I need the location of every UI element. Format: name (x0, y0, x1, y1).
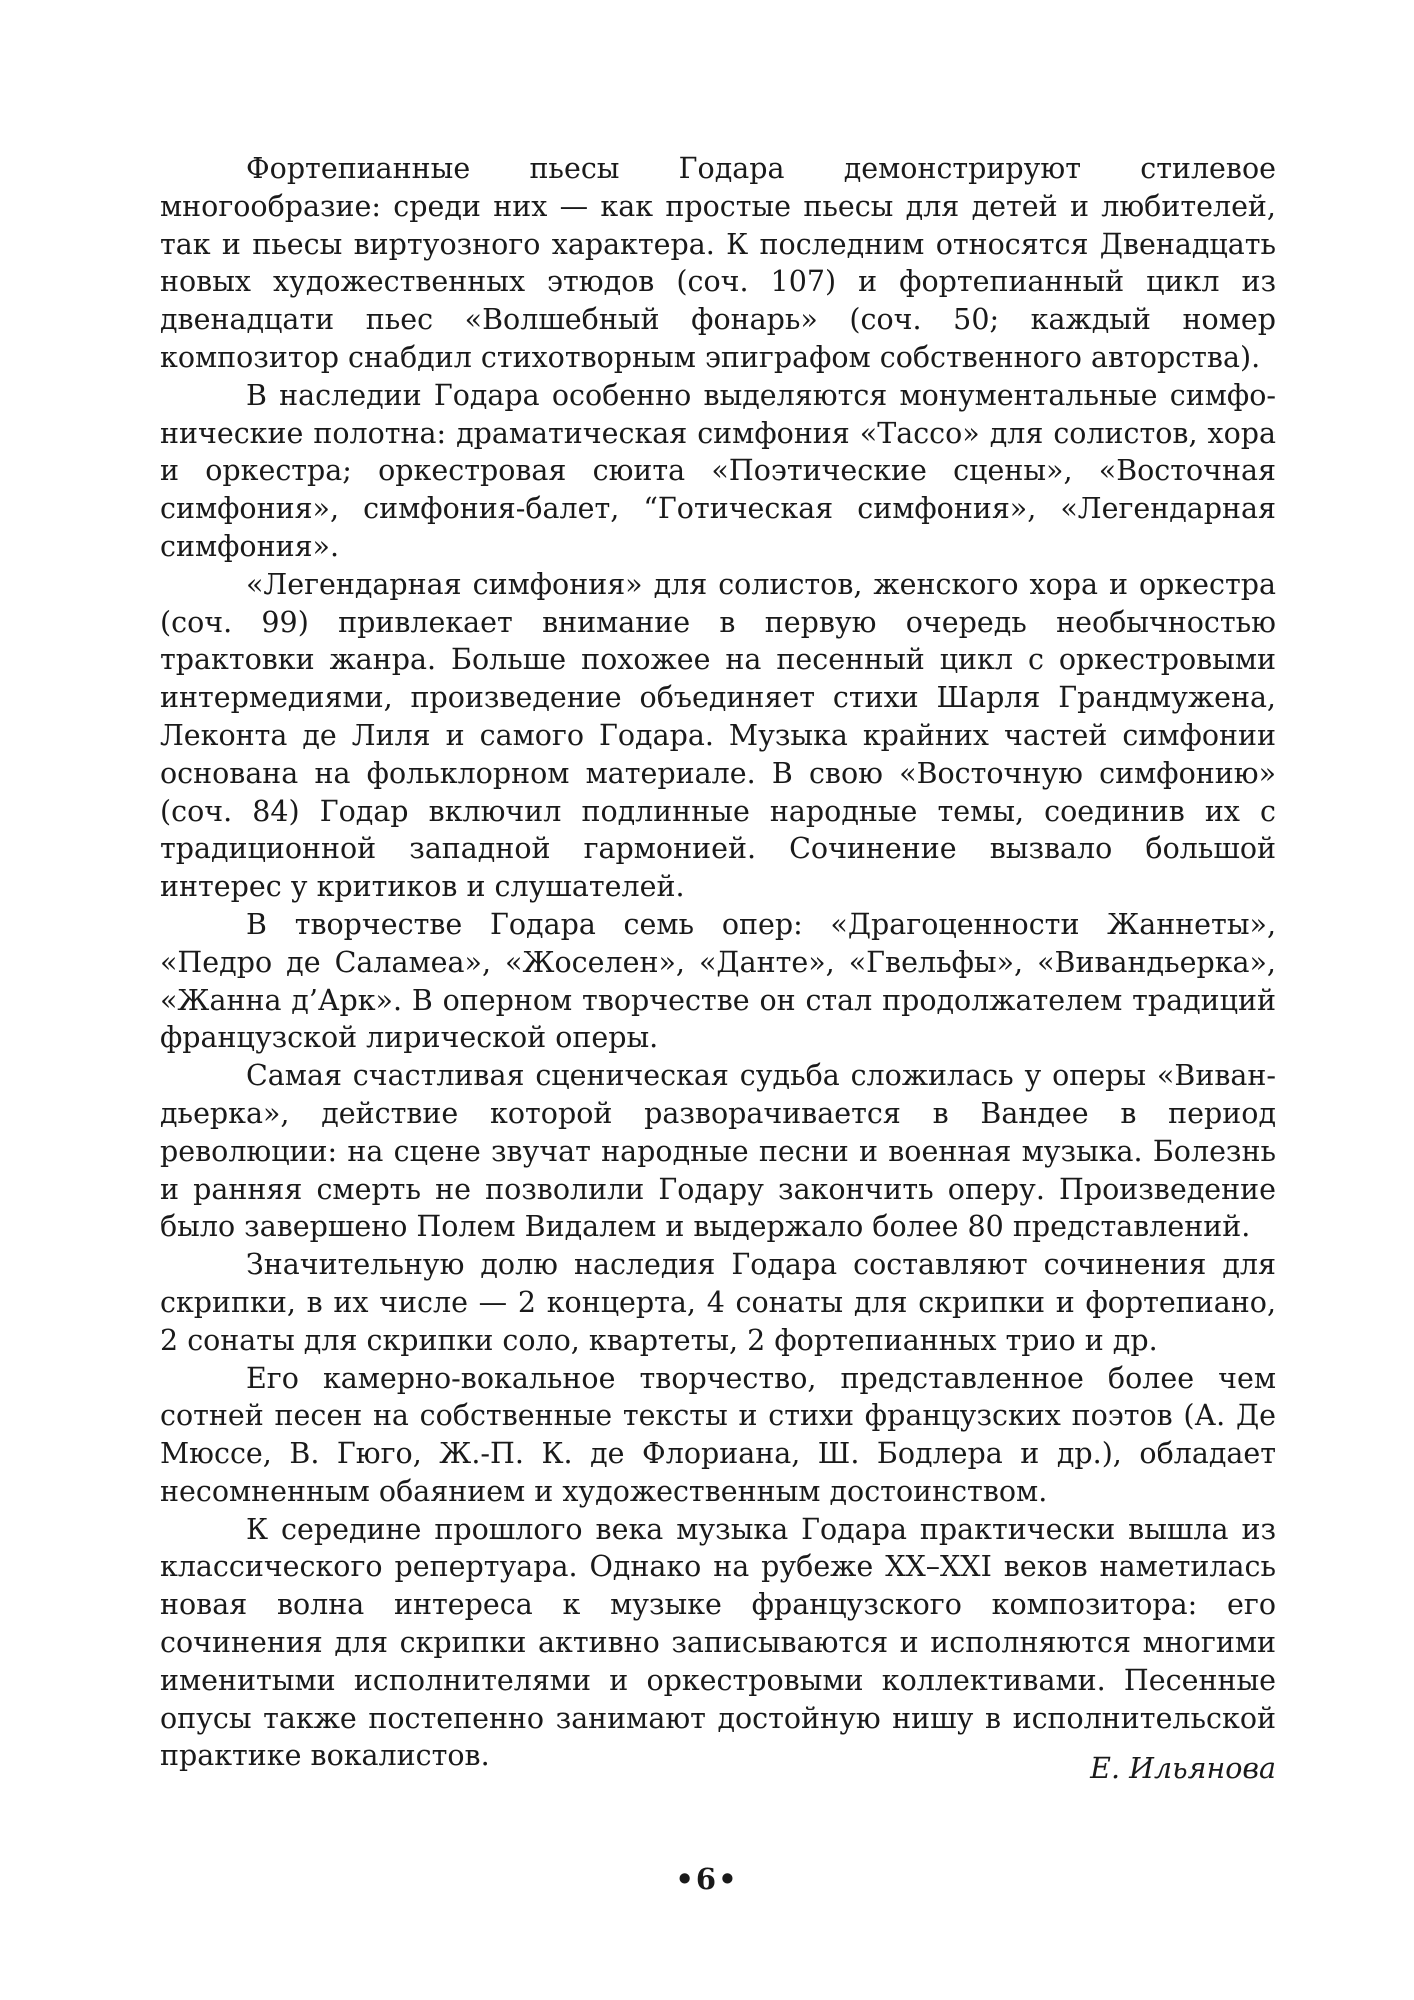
paragraph: Самая счастливая сценическая судьба сложилась у оперы «Вивандьерка», действие которой разворачивается в Вандее в период революции: на сцене звучат народные песни и военная музыка. Болезнь и ранняя смерть не позволили Годару закончить оперу. Произведение было завершено Полем Видалем и выдержало более 80 представлений. (160, 1059, 1276, 1244)
author-signature: Е. Ильянова (1090, 1752, 1276, 1785)
paragraph: В наследии Годара особенно выделяются монументальные симфонические полотна: драматическая симфония «Тассо» для солистов, хора и оркестра; оркестровая сюита «Поэтические сцены», «Восточная симфония», симфония-балет, “Готическая симфония», «Легендарная симфония». (160, 378, 1276, 563)
body-text (160, 150, 1276, 1775)
paragraph: «Легендарная симфония» для солистов, женского хора и оркестра (соч. 99) привлекает внимание в первую очередь необычностью трактовки жанра. Больше похожее на песенный цикл с оркестровыми интермедиями, произведение объединяет стихи Шарля Грандмужена, Леконта де Лиля и самого Годара. Музыка крайних частей симфонии основана на фольклорном материале. В свою «Восточную симфонию» (соч. 84) Годар включил подлинные народные темы, соединив их с традиционной западной гармонией. Сочинение вызвало большой интерес у критиков и слушателей. (160, 567, 1276, 904)
paragraph: Фортепианные пьесы Годара демонстрируют стилевое многообразие: среди них — как простые пьесы для детей и любителей, так и пьесы виртуозного характера. К последним относятся Двенадцать новых художественных этюдов (соч. 107) и фортепианный цикл из двенадцати пьес «Волшебный фонарь» (соч. 50; каждый номер композитор снабдил стихотворным эпиграфом собственного авторства). (160, 152, 1276, 374)
paragraph: В творчестве Годара семь опер: «Драгоценности Жаннеты», «Педро де Саламеа», «Жоселен», «Данте», «Гвельфы», «Вивандьерка», «Жанна д’Арк». В оперном творчестве он стал продолжателем традиций французской лирической оперы. (160, 907, 1276, 1055)
paragraph: Значительную долю наследия Годара составляют сочинения для скрипки, в их числе — 2 концерта, 4 сонаты для скрипки и фортепиано, 2 сонаты для скрипки соло, квартеты, 2 фортепианных трио и др. (160, 1248, 1276, 1357)
paragraph: Его камерно-вокальное творчество, представленное более чем сотней песен на собственные тексты и стихи французских поэтов (А. Де Мюссе, В. Гюго, Ж.-П. К. де Флориана, Ш. Бодлера и др.), обладает несомненным обаянием и художественным достоинством. (160, 1361, 1276, 1508)
paragraph: К середине прошлого века музыка Годара практически вышла из классического репертуара. Однако на рубеже XX–XXI веков наметилась новая волна интереса к музыке французского композитора: его сочинения для скрипки активно записываются и исполняются многими именитыми исполнителями и оркестровыми коллективами. Песенные опусы также постепенно занимают достойную нишу в исполнительской практике вокалистов. (160, 1512, 1276, 1773)
page-number: •6• (675, 1862, 739, 1896)
